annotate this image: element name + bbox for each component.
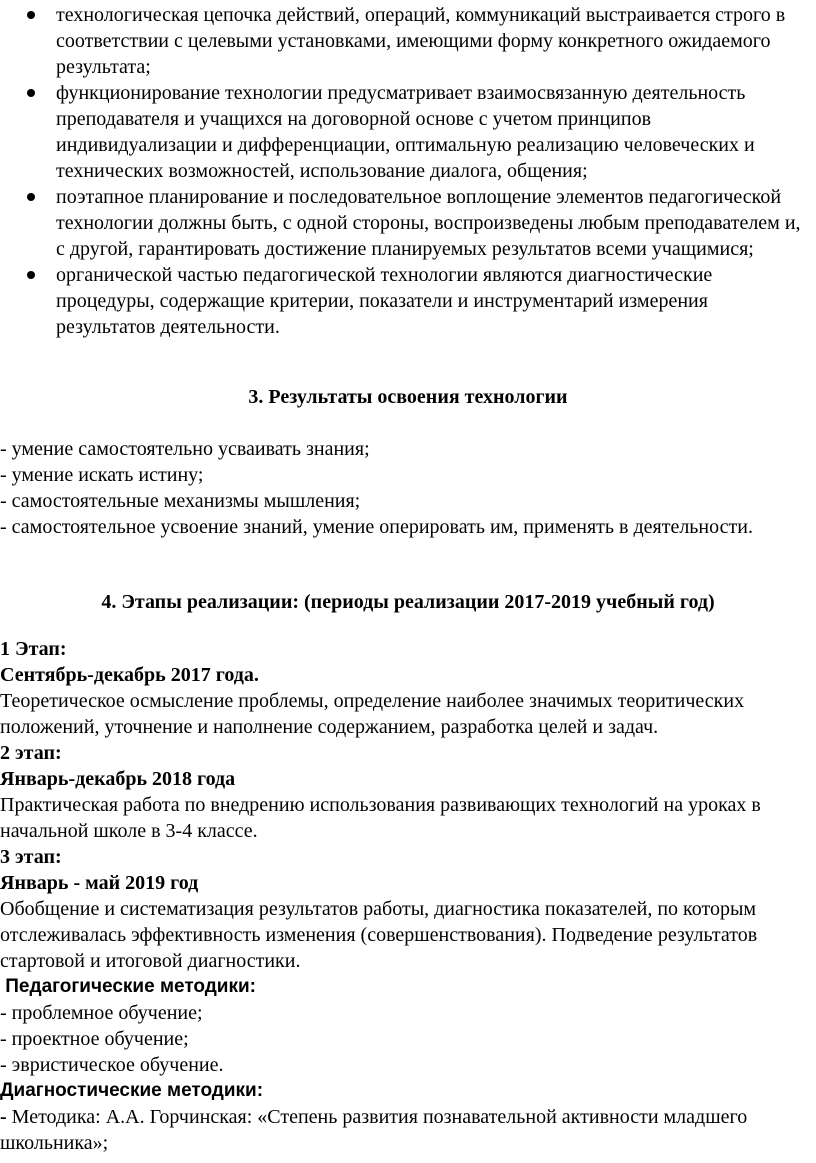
- stage-period: Сентябрь-декабрь 2017 года.: [0, 664, 259, 686]
- methods-heading: Педагогические методики:: [0, 976, 256, 997]
- stage-label: 3 этап:: [0, 846, 62, 868]
- list-item: - проблемное обучение;: [0, 1002, 203, 1024]
- principles-list: [0, 2, 816, 340]
- section-3-heading: 3. Результаты освоения технологии: [248, 386, 568, 408]
- list-item-text: органической частью педагогической технологии являются диагностические процедуры, содержащие критерии, показатели и инструментарий измерения результатов деятельности.: [56, 264, 713, 338]
- stage-label: 1 Этап:: [0, 638, 67, 660]
- dash-marker: -: [0, 1106, 7, 1128]
- bullet-icon: [27, 89, 35, 97]
- stages-block: [0, 636, 812, 1156]
- diagnostics-item-text: Методика: А.А. Горчинская: «Степень развития познавательной активности младшего школьника»;: [0, 1106, 748, 1154]
- diagnostics-heading: Диагностические методики:: [0, 1080, 264, 1101]
- list-item: [0, 2, 816, 80]
- stage-description: Теоретическое осмысление проблемы, определение наиболее значимых теоритических положений, уточнение и наполнение содержанием, разработка целей и задач.: [0, 690, 745, 738]
- list-item-text: технологическая цепочка действий, операций, коммуникаций выстраивается строго в соответствии с целевыми установками, имеющими форму конкретного ожидаемого результата;: [56, 4, 786, 78]
- results-list: [0, 436, 812, 540]
- list-item-text: функционирование технологии предусматривает взаимосвязанную деятельность преподавателя и учащихся на договорной основе с учетом принципов индивидуализации и дифференциации, оптимальную реализацию человеческих и технических возможностей, использование диалога, общения;: [56, 82, 755, 182]
- stage-description: Практическая работа по внедрению использования развивающих технологий на уроках в начальной школе в 3-4 классе.: [0, 794, 761, 842]
- stage-label: 2 этап:: [0, 742, 62, 764]
- list-item: [0, 262, 816, 340]
- stage-period: Январь - май 2019 год: [0, 872, 199, 894]
- list-item: - самостоятельное усвоение знаний, умение оперировать им, применять в деятельности.: [0, 516, 753, 538]
- section-4-heading: 4. Этапы реализации: (периоды реализации 2017-2019 учебный год): [101, 591, 715, 613]
- list-item: [0, 1104, 812, 1156]
- stage-period: Январь-декабрь 2018 года: [0, 768, 236, 790]
- bullet-icon: [27, 193, 35, 201]
- stage-description: Обобщение и систематизация результатов работы, диагностика показателей, по которым отслеживалась эффективность изменения (совершенствования). Подведение результатов стартовой и итоговой диагностики.: [0, 898, 758, 972]
- list-item: - эвристическое обучение.: [0, 1054, 224, 1076]
- list-item: - умение искать истину;: [0, 464, 204, 486]
- bullet-icon: [27, 11, 35, 19]
- bullet-icon: [27, 271, 35, 279]
- list-item: [0, 184, 816, 262]
- list-item: - проектное обучение;: [0, 1028, 189, 1050]
- list-item: - самостоятельные механизмы мышления;: [0, 490, 361, 512]
- list-item-text: поэтапное планирование и последовательное воплощение элементов педагогической технологии должны быть, с одной стороны, воспроизведены любым преподавателем и, с другой, гарантировать достижение планируемых результатов всеми учащимися;: [56, 186, 801, 260]
- list-item: - умение самостоятельно усваивать знания;: [0, 438, 370, 460]
- list-item: [0, 80, 816, 184]
